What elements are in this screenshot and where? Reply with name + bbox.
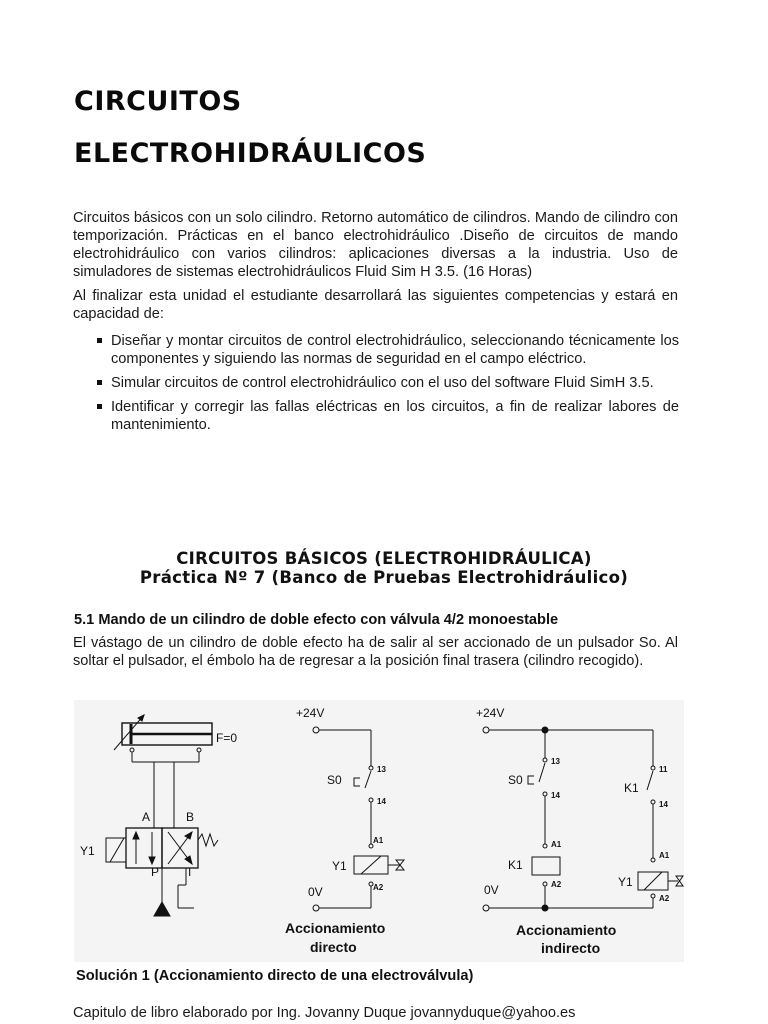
contact-11-label: 11 [659, 765, 668, 774]
page-title-line1: CIRCUITOS [74, 86, 242, 117]
coil-a2-label: A2 [373, 883, 384, 892]
port-a-label: A [142, 810, 151, 824]
contact-k1-label: K1 [624, 781, 639, 795]
relay-a2-label: A2 [551, 880, 562, 889]
indirect-caption-line1: Accionamiento [516, 922, 617, 938]
bullet-icon [97, 404, 102, 409]
solenoid-label: Y1 [80, 844, 95, 858]
intro-paragraph [73, 209, 678, 323]
direct-caption-line1: Accionamiento [285, 920, 386, 936]
relay-label: K1 [508, 858, 523, 872]
list-item-text: Simular circuitos de control electrohidráulico con el uso del software Fluid SimH 3.5. [111, 375, 654, 391]
practice-heading: Práctica Nº 7 (Banco de Pruebas Electrohidráulico) [139, 568, 629, 587]
list-item [95, 398, 679, 434]
switch-label: S0 [508, 773, 523, 787]
intro-text: Circuitos básicos con un solo cilindro. Retorno automático de cilindros. Mando de cilindro con temporización. Prácticas en el banco electrohidráulico .Diseño de circuitos de mando electrohidráulico con varios cilindros: aplicaciones diversas a la industria. Uso de simuladores de sistemas electrohidráulicos Fluid Sim H 3.5. (16 Horas) [73, 210, 678, 280]
bullet-icon [97, 338, 102, 343]
footer-credit: Capitulo de libro elaborado por Ing. Jovanny Duque jovannyduque@yahoo.es [73, 1005, 576, 1021]
list-item-text: Identificar y corregir las fallas eléctricas en los circuitos, a fin de realizar labores de mantenimiento. [111, 399, 679, 433]
indirect-caption-line2: indirecto [541, 940, 601, 956]
list-item [95, 332, 679, 368]
solution-caption: Solución 1 (Accionamiento directo de una electroválvula) [76, 968, 474, 984]
coil-label: Y1 [332, 859, 347, 873]
switch-label: S0 [327, 773, 342, 787]
coil-a1-label: A1 [373, 836, 384, 845]
exercise-description: El vástago de un cilindro de doble efecto ha de salir al ser accionado de un pulsador So. Al soltar el pulsador, el émbolo ha de regresar a la posición final trasera (cilindro recogido). [73, 635, 678, 669]
section-heading: CIRCUITOS BÁSICOS (ELECTROHIDRÁULICA) [176, 549, 592, 568]
terminal-13-label: 13 [377, 765, 386, 774]
list-item-text: Diseñar y montar circuitos de control electrohidráulico, seleccionando técnicamente los componentes y siguiendo las normas de seguridad en el campo eléctrico. [111, 333, 679, 367]
terminal-14-label: 14 [551, 791, 560, 800]
port-t-label: T [186, 865, 194, 879]
competencies-intro: Al finalizar esta unidad el estudiante desarrollará las siguientes competencias y estará en capacidad de: [73, 288, 678, 322]
terminal-14-label: 14 [377, 797, 386, 806]
supply-label: +24V [476, 706, 505, 720]
coil-a1-label: A1 [659, 851, 670, 860]
terminal-13-label: 13 [551, 757, 560, 766]
direct-caption-line2: directo [310, 939, 357, 955]
coil-a2-label: A2 [659, 894, 670, 903]
coil-label: Y1 [618, 875, 633, 889]
page-title-line2: ELECTROHIDRÁULICOS [74, 138, 427, 169]
force-label: F=0 [216, 731, 238, 745]
port-p-label: P [151, 865, 160, 879]
port-b-label: B [186, 810, 195, 824]
list-item [95, 374, 679, 392]
supply-label: +24V [296, 706, 325, 720]
ground-label: 0V [484, 883, 499, 897]
relay-a1-label: A1 [551, 840, 562, 849]
ground-label: 0V [308, 885, 323, 899]
circuit-figure [74, 700, 684, 962]
bullet-icon [97, 380, 102, 385]
subsection-heading: 5.1 Mando de un cilindro de doble efecto con válvula 4/2 monoestable [74, 612, 559, 628]
competency-list [95, 332, 679, 440]
contact-14-label: 14 [659, 800, 668, 809]
